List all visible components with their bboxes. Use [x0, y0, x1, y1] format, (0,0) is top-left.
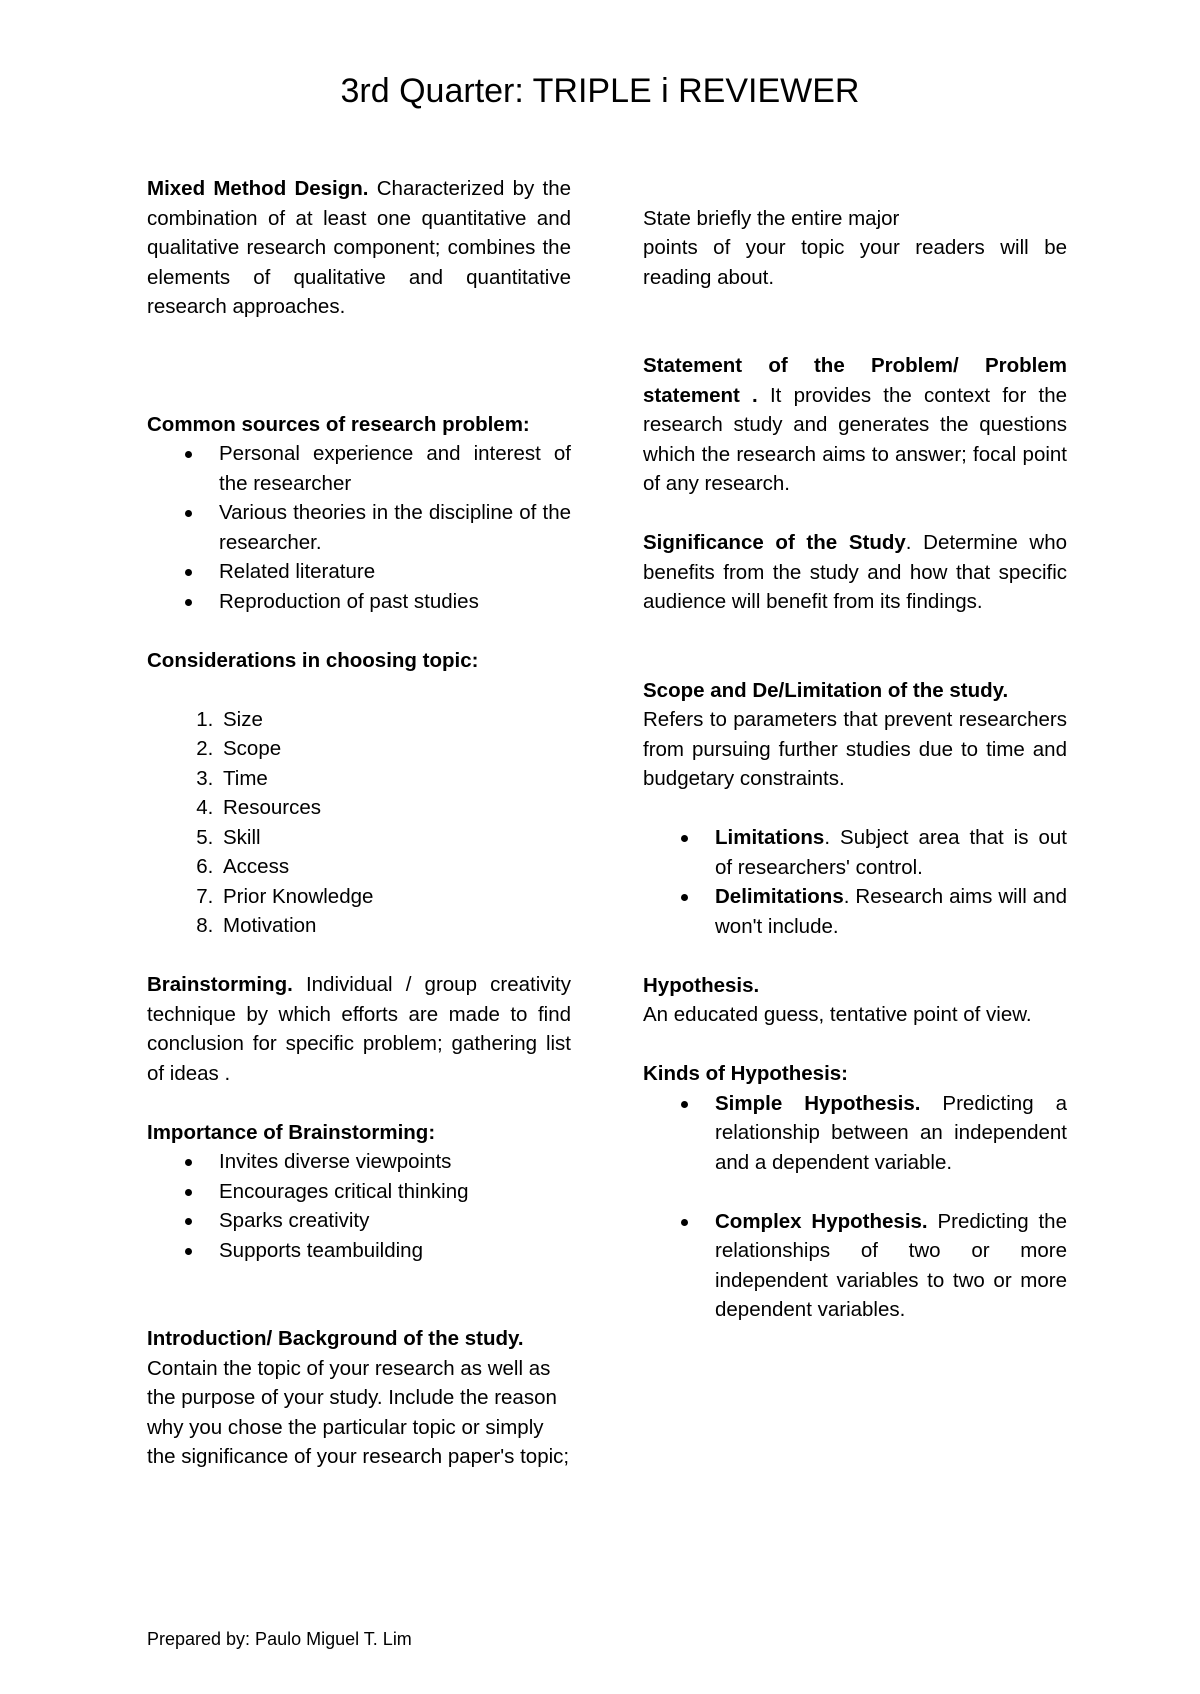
considerations-list: [147, 705, 571, 941]
problem-statement-definition: It provides the context for the research study and generates the questions which the research aims to answer; focal point of any research.: [643, 383, 1067, 495]
complex-hypothesis-term: Complex Hypothesis.: [715, 1209, 928, 1233]
kinds-list: [643, 1089, 1067, 1325]
brainstorming-paragraph: [147, 970, 571, 1088]
hypothesis-heading: Hypothesis.: [643, 973, 760, 997]
importance-heading: Importance of Brainstorming:: [147, 1120, 436, 1144]
problem-statement-paragraph: [643, 351, 1067, 499]
footer-credit: Prepared by: Paulo Miguel T. Lim: [147, 1629, 412, 1649]
introduction-text: Contain the topic of your research as well as the purpose of your study. Include the reason why you chose the particular topic or simply the significance of your research paper's topic;: [147, 1356, 570, 1468]
scope-heading: Scope and De/Limitation of the study.: [643, 678, 1009, 702]
brainstorming-term: Brainstorming.: [147, 973, 293, 996]
limitations-definition: . Subject area that is out of researchers' control.: [715, 826, 1067, 879]
list-item: Personal experience and interest of the researcher: [219, 439, 571, 498]
delimitations-term: Delimitations: [715, 885, 844, 908]
significance-definition: . Determine who benefits from the study and how that specific audience will benefit from its findings.: [643, 531, 1067, 613]
list-item: 6. Access: [219, 852, 571, 882]
scope-text: Refers to parameters that prevent researchers from pursuing further studies due to time and budgetary constraints.: [643, 708, 1067, 790]
hypothesis-text: An educated guess, tentative point of view.: [643, 1003, 1032, 1026]
limitations-list: [643, 823, 1067, 941]
complex-hypothesis-definition: Predicting the relationships of two or more independent variables to two or more dependent variables.: [715, 1209, 1067, 1321]
considerations-heading: Considerations in choosing topic:: [147, 648, 479, 672]
problem-statement-term: Statement of the Problem/ Problem statement .: [643, 354, 1067, 407]
list-item: Supports teambuilding: [219, 1236, 571, 1266]
simple-hypothesis-definition: Predicting a relationship between an independent and a dependent variable.: [715, 1091, 1067, 1174]
brainstorming-definition: Individual / group creativity technique by which efforts are made to find conclusion for specific problem; gathering list of ideas .: [147, 973, 571, 1085]
left-column: [147, 174, 571, 1472]
mixed-method-term: Mixed Method Design.: [147, 177, 369, 200]
importance-list: [147, 1147, 571, 1265]
list-item: [715, 823, 1067, 882]
list-item: 7. Prior Knowledge: [219, 882, 571, 912]
right-column: [643, 174, 1067, 1325]
list-item: [715, 882, 1067, 941]
sources-list: [147, 439, 571, 616]
list-item: 5. Skill: [219, 823, 571, 853]
list-item: 2. Scope: [219, 734, 571, 764]
list-item: Related literature: [219, 557, 571, 587]
list-item: 8. Motivation: [219, 911, 571, 941]
list-item: Invites diverse viewpoints: [219, 1147, 571, 1177]
list-spacer: [715, 1177, 1067, 1207]
state-briefly-continued: points of your topic your readers will be reading about.: [643, 236, 1067, 289]
significance-paragraph: [643, 528, 1067, 617]
list-item: 3. Time: [219, 764, 571, 794]
list-item: 1. Size: [219, 705, 571, 735]
list-item: Various theories in the discipline of the researcher.: [219, 498, 571, 557]
sources-heading: Common sources of research problem:: [147, 412, 530, 436]
mixed-method-paragraph: [147, 174, 571, 322]
significance-term: Significance of the Study: [643, 531, 906, 554]
list-item: 4. Resources: [219, 793, 571, 823]
list-item: Reproduction of past studies: [219, 587, 571, 617]
list-item: Encourages critical thinking: [219, 1177, 571, 1207]
kinds-heading: Kinds of Hypothesis:: [643, 1062, 849, 1085]
simple-hypothesis-term: Simple Hypothesis.: [715, 1091, 921, 1115]
list-item: Sparks creativity: [219, 1206, 571, 1236]
mixed-method-definition: Characterized by the combination of at least one quantitative and qualitative research component; combines the elements of qualitative and quantitative research approaches.: [147, 177, 571, 318]
list-item: [715, 1089, 1067, 1178]
page-title: 3rd Quarter: TRIPLE i REVIEWER: [340, 72, 860, 110]
state-briefly-line: State briefly the entire major: [643, 206, 900, 230]
introduction-heading: Introduction/ Background of the study.: [147, 1327, 524, 1350]
limitations-term: Limitations: [715, 826, 825, 849]
delimitations-definition: . Research aims will and won't include.: [715, 885, 1067, 938]
list-item: [715, 1207, 1067, 1325]
